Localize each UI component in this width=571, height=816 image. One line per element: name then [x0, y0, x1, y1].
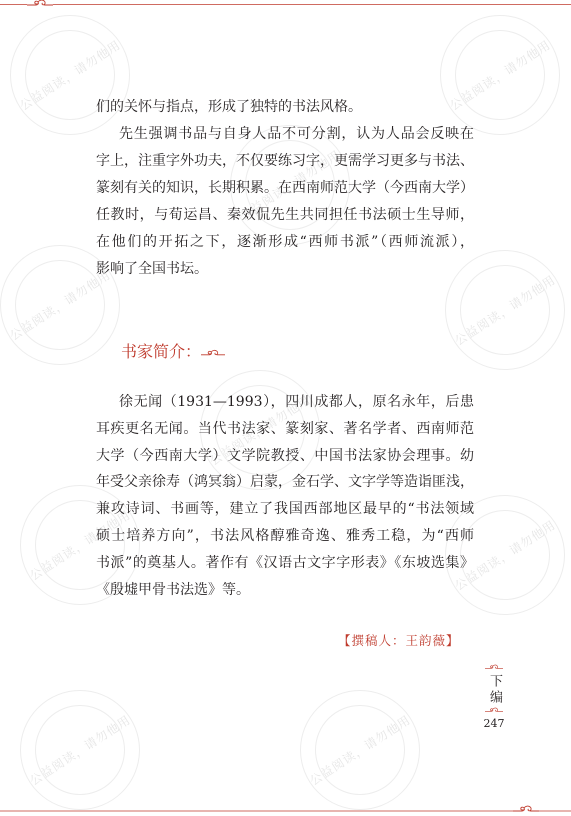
- text-line: 们的关怀与指点，形成了独特的书法风格。: [96, 99, 362, 115]
- watermark-text: 公益阅读，请勿他用: [17, 37, 124, 114]
- author-attribution: 【撰稿人：王韵薇】: [338, 633, 460, 648]
- section-heading: 书家简介：: [121, 342, 202, 361]
- text-line: 字上，注重字外功夫，不仅要练习字，更需学习更多与书法、: [96, 153, 474, 169]
- text-line: 徐无闻（1931—1993），四川成都人，原名永年，后患: [119, 394, 474, 410]
- watermark-text: 公益阅读，请勿他用: [452, 272, 559, 349]
- text-line: 耳疾更名无闻。当代书法家、篆刻家、著名学者、西南师范: [96, 420, 474, 437]
- cloud-swirl-icon: [513, 806, 539, 811]
- text-line: 影响了全国书坛。: [96, 261, 208, 277]
- watermark-text: 公益阅读，请勿他用: [452, 517, 559, 594]
- watermark-stamp: [20, 690, 140, 810]
- text-line: 大学（今西南大学）文学院教授、中国书法家协会理事。幼: [96, 447, 474, 464]
- text-line: 兼攻诗词、书画等，建立了我国西部地区最早的“书法领域: [96, 501, 474, 518]
- paragraph-continuation: [96, 94, 474, 121]
- text-line: 年受父亲徐寿（鸿冥翁）启蒙，金石学、文字学等造诣匪浅，: [96, 474, 474, 491]
- text-line: 书派”的奠基人。著作有《汉语古文字字形表》《东坡选集》: [96, 554, 474, 571]
- cloud-swirl-icon: [201, 348, 225, 358]
- text-line: 在他们的开拓之下，逐渐形成“西师书派”（西师流派），: [96, 234, 474, 250]
- watermark-text: 公益阅读，请勿他用: [27, 712, 134, 789]
- top-border-rule: [0, 0, 571, 10]
- watermark-text: 公益阅读，请勿他用: [447, 37, 554, 114]
- cloud-swirl-icon: [485, 706, 503, 714]
- text-line: 篆刻有关的知识，长期积累。在西南师范大学（今西南大学）: [96, 180, 474, 196]
- cloud-swirl-icon: [27, 0, 53, 5]
- paragraph-calligraphy-philosophy: [96, 121, 474, 283]
- paragraph-biography: [96, 389, 474, 603]
- text-line: 硕士培养方向”，书法风格醇雅奇逸、雅秀工稳，为“西师: [96, 527, 474, 544]
- text-line: 任教时，与荀运昌、秦效侃先生共同担任书法硕士生导师，: [96, 207, 474, 223]
- text-line: 《殷墟甲骨书法选》等。: [96, 581, 250, 598]
- watermark-text: 公益阅读，请勿他用: [237, 147, 344, 224]
- watermark-text: 公益阅读，请勿他用: [307, 712, 414, 789]
- watermark-text: 公益阅读，请勿他用: [7, 267, 114, 344]
- page-number: 247: [483, 717, 505, 730]
- cloud-swirl-icon: [485, 663, 503, 671]
- text-line: 先生强调书品与自身人品不可分割，认为人品会反映在: [119, 126, 474, 142]
- part-label: 下编: [487, 674, 502, 706]
- watermark-stamp: [300, 690, 420, 810]
- watermark-text: 公益阅读，请勿他用: [207, 392, 314, 469]
- watermark-text: 公益阅读，请勿他用: [27, 507, 134, 584]
- bottom-border-rule: [0, 804, 571, 814]
